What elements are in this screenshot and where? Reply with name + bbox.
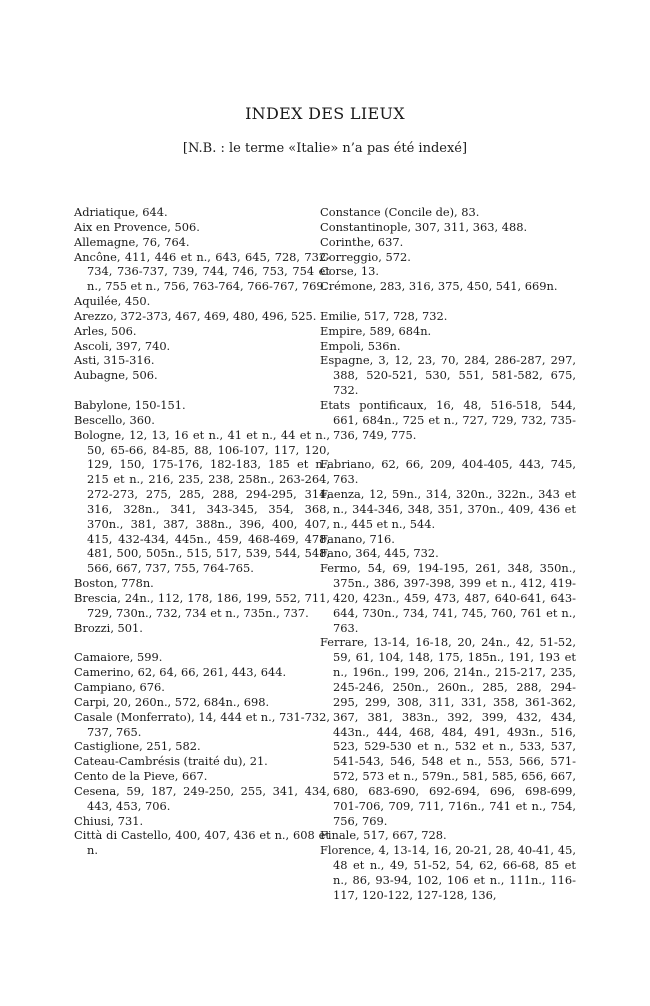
index-column-right bbox=[320, 205, 576, 903]
index-entry: Constantinople, 307, 311, 363, 488. bbox=[320, 219, 528, 234]
index-entry: Corse, 13. bbox=[320, 264, 379, 279]
index-entry: Cateau-Cambrésis (traité du), 21. bbox=[74, 754, 268, 769]
index-entry: Fano, 364, 445, 732. bbox=[320, 546, 439, 561]
index-column-left bbox=[74, 205, 330, 858]
index-entry: Boston, 778n. bbox=[74, 576, 154, 591]
index-entry: Aubagne, 506. bbox=[74, 368, 158, 383]
index-entry: Ferrare, 13-14, 16-18, 20, 24n., 42, 51-52, 59, 61, 104, 148, 175, 185n., 191, 193 et n., 196n., 199, 206, 214n., 215-217, 235, 245-246, 250n., 260n., 285, 288, 294-295, 299, 308, 311, 331, 358, 361-362, 367, 381, 383n., 392, 399, 432, 434, 443n., 444, 468, 484, 491, 493n., 516, 523, 529-530 et n., 532 et n., 533, 537, 541-543, 546, 548 et n., 553, 566, 571-572, 573 et n., 579n., 581, 585, 656, 667, 680, 683-690, 692-694, 696, 698-699, 701-706, 709, 711, 716n., 741 et n., 754, 756, 769. bbox=[320, 635, 576, 828]
index-entry: Fabriano, 62, 66, 209, 404-405, 443, 745, 763. bbox=[320, 457, 576, 487]
index-entry: Bescello, 360. bbox=[74, 412, 155, 427]
index-entry: Espagne, 3, 12, 23, 70, 284, 286-287, 297, 388, 520-521, 530, 551, 581-582, 675, 732. bbox=[320, 353, 576, 398]
index-entry: Fanano, 716. bbox=[320, 531, 395, 546]
index-entry: Etats pontificaux, 16, 48, 516-518, 544, 661, 684n., 725 et n., 727, 729, 732, 735-736, 749, 775. bbox=[320, 397, 576, 442]
index-entry: Asti, 315-316. bbox=[74, 353, 155, 368]
index-entry: Camaiore, 599. bbox=[74, 650, 163, 665]
index-entry: Brozzi, 501. bbox=[74, 620, 143, 635]
index-entry: Cesena, 59, 187, 249-250, 255, 341, 434, 443, 453, 706. bbox=[74, 783, 330, 813]
page-title: INDEX DES LIEUX bbox=[245, 104, 405, 123]
index-entry: Faenza, 12, 59n., 314, 320n., 322n., 343 et n., 344-346, 348, 351, 370n., 409, 436 et n., 445 et n., 544. bbox=[320, 487, 576, 531]
index-entry: Correggio, 572. bbox=[320, 249, 411, 264]
index-entry: Emilie, 517, 728, 732. bbox=[320, 308, 448, 323]
index-entry: Arles, 506. bbox=[74, 323, 137, 338]
index-entry: Campiano, 676. bbox=[74, 680, 165, 694]
index-entry: Aix en Provence, 506. bbox=[74, 219, 200, 234]
index-entry: Empire, 589, 684n. bbox=[320, 323, 432, 338]
index-entry: Chiusi, 731. bbox=[74, 813, 144, 828]
index-entry: Florence, 4, 13-14, 16, 20-21, 28, 40-41, 45, 48 et n., 49, 51-52, 54, 62, 66-68, 85 et n., 86, 93-94, 102, 106 et n., 111n., 116-117, 120-122, 127-128, 136, bbox=[320, 843, 576, 902]
index-entry: Babylone, 150-151. bbox=[74, 397, 186, 412]
index-entry: Finale, 517, 667, 728. bbox=[320, 828, 447, 843]
index-entry: Castiglione, 251, 582. bbox=[74, 739, 201, 754]
index-entry: Città di Castello, 400, 407, 436 et n., 608 et n. bbox=[74, 828, 330, 858]
index-entry: Ascoli, 397, 740. bbox=[74, 338, 171, 353]
index-entry: Bologne, 12, 13, 16 et n., 41 et n., 44 et n., 50, 65-66, 84-85, 88, 106-107, 117, 120, 129, 150, 175-176, 182-183, 185 et n., 215 et n., 216, 235, 238, 258n., 263-264, 272-273, 275, 285, 288, 294-295, 314, 316, 328n., 341, 343-345, 354, 368, 370n., 381, 387, 388n., 396, 400, 407, 415, 432-434, 445n., 459, 468-469, 478, 481, 500, 505n., 515, 517, 539, 544, 548, 566, 667, 737, 755, 764-765. bbox=[74, 427, 330, 576]
index-entry: Brescia, 24n., 112, 178, 186, 199, 552, 711, 729, 730n., 732, 734 et n., 735n., 737. bbox=[74, 590, 330, 620]
index-entry: Ancône, 411, 446 et n., 643, 645, 728, 732-734, 736-737, 739, 744, 746, 753, 754 et n., 755 et n., 756, 763-764, 766-767, 769. bbox=[74, 249, 330, 294]
index-entry: Constance (Concile de), 83. bbox=[320, 205, 480, 219]
index-entry: Carpi, 20, 260n., 572, 684n., 698. bbox=[74, 694, 270, 709]
index-entry: Empoli, 536n. bbox=[320, 338, 401, 353]
index-entry: Cento de la Pieve, 667. bbox=[74, 769, 208, 784]
index-entry: Crémone, 283, 316, 375, 450, 541, 669n. bbox=[320, 279, 558, 294]
letter-group-gap bbox=[320, 294, 576, 309]
letter-group-gap bbox=[74, 383, 330, 398]
letter-group-gap bbox=[74, 635, 330, 650]
index-entry: Camerino, 62, 64, 66, 261, 443, 644. bbox=[74, 665, 287, 680]
index-entry: Corinthe, 637. bbox=[320, 234, 404, 249]
index-entry: Aquilée, 450. bbox=[74, 294, 151, 309]
index-entry: Fermo, 54, 69, 194-195, 261, 348, 350n., 375n., 386, 397-398, 399 et n., 412, 419-420, 423n., 459, 473, 487, 640-641, 643-644, 730n., 734, 741, 745, 760, 761 et n., 763. bbox=[320, 561, 576, 635]
index-entry: Casale (Monferrato), 14, 444 et n., 731-732, 737, 765. bbox=[74, 709, 330, 739]
index-entry: Allemagne, 76, 764. bbox=[74, 234, 190, 249]
letter-group-gap bbox=[320, 443, 576, 458]
index-entry: Adriatique, 644. bbox=[74, 205, 168, 219]
index-entry: Arezzo, 372-373, 467, 469, 480, 496, 525. bbox=[74, 308, 317, 323]
index-note: [N.B. : le terme «Italie» n’a pas été indexé] bbox=[182, 141, 468, 156]
